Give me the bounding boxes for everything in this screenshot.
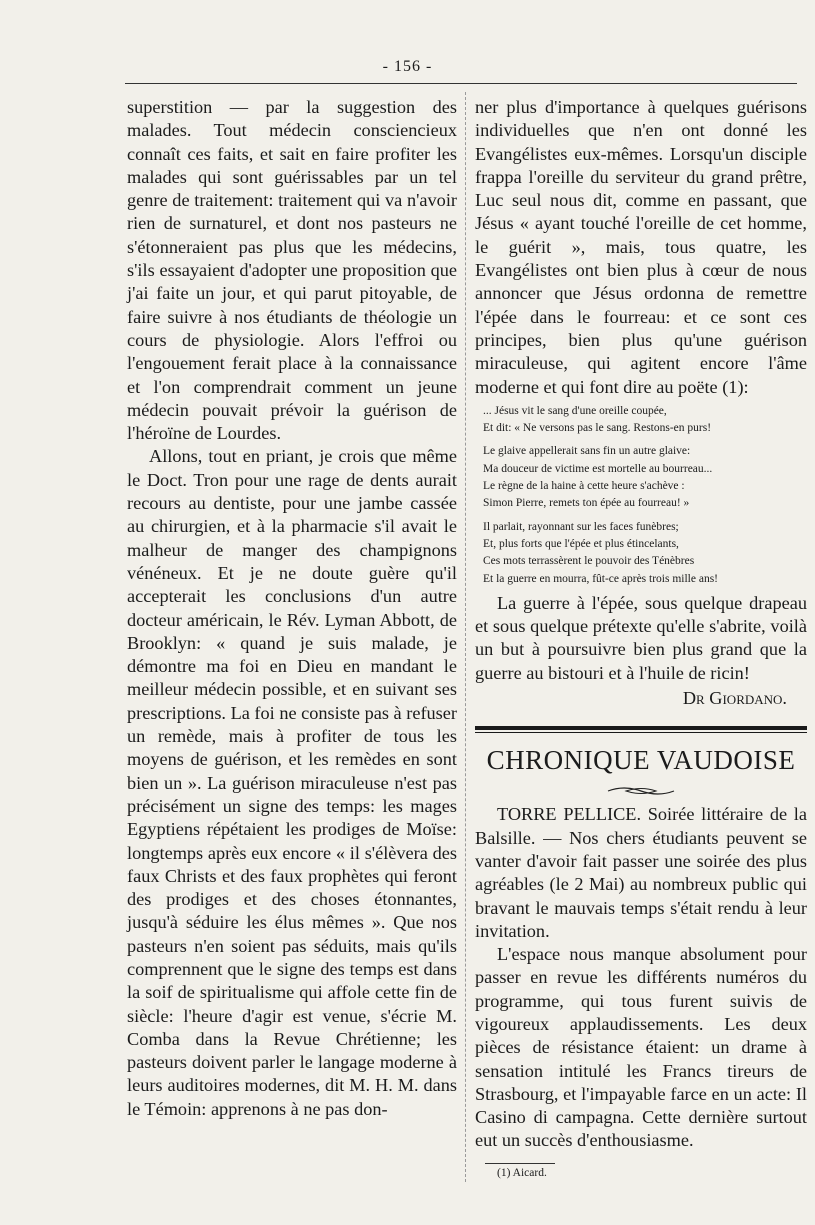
- poem-line: Et dit: « Ne versons pas le sang. Restons-en purs!: [483, 422, 712, 435]
- left-paragraph-1: superstition — par la suggestion des malades. Tout médecin consciencieux connaît ces faits, et sait en faire profiter les malades qui sont guérissables par un tel genre de traitement: traitement qui va n'avoir rien de surnaturel, et dont nos pasteurs ne s'étonneraient pas plus que les médecins, s'ils essayaient d'adopter une proposition que j'ai faite un jour, et qui parut pitoyable, de faire suivre à nos étudiants de théologie un cours de physiologie. Alors l'effroi ou l'engouement ferait place à la connaissance et l'on comprendrait comment un jeune médecin pouvait prévoir la guérison de l'héroïne de Lourdes.: [127, 97, 457, 444]
- right-paragraph-1: ner plus d'importance à quelques guérisons individuelles que n'en ont donné les Evangélistes eux-mêmes. Lorsqu'un disciple frappa l'oreille du serviteur du grand prêtre, Luc seul nous dit, comme en passant, que Jésus « ayant touché l'oreille de cet homme, le guérit », mais, tous quatre, les Evangélistes ont bien plus à cœur de nous annoncer que Jésus ordonna de remettre l'épée dans le fourreau: et ce sont ces principes, bien plus qu'une guérison miraculeuse, qui agitent encore l'âme moderne et qui font dire au poëte (1):: [475, 97, 807, 397]
- poem-line: Il parlait, rayonnant sur les faces funèbres;: [483, 520, 679, 533]
- section-title: CHRONIQUE VAUDOISE: [486, 745, 796, 776]
- left-column: [127, 96, 457, 1121]
- page-number: - 156 -: [382, 58, 433, 75]
- poem-line: Simon Pierre, remets ton épée au fourreau! »: [483, 497, 690, 510]
- left-paragraph-2: Allons, tout en priant, je crois que même le Doct. Tron pour une rage de dents aurait recours au dentiste, pour une jambe cassée au chirurgien, et à la pharmacie s'il avait le malheur de manger des champignons vénéneux. Et je ne doute guère qu'il accepterait les conclusions d'un autre docteur américain, le Rév. Lyman Abbott, de Brooklyn: « quand je suis malade, je démontre ma foi en Dieu en mandant le meilleur médecin possible, et en suivant ses prescriptions. La foi ne consiste pas à refuser un remède, mais à profiter de tous les moyens de guérison, et les remèdes en sont bien un ». La guérison miraculeuse n'est pas précisément un signe des temps: les mages Egyptiens répétaient les prodiges de Moïse: longtemps après eux encore « il s'élèvera des faux Christs et des faux prophètes qui feront des prodiges et des choses étonnantes, jusqu'à séduire les élus mêmes ». Que nos pasteurs n'en soient pas séduits, mais qu'ils comprennent que le signe des temps est dans la soif de spiritualisme qui affole cette fin de siècle: l'heure d'agir est venue, s'écrie M. Comba dans la Revue Chrétienne; les pasteurs doivent parler le langage moderne à leurs auditoires modernes, dit M. H. M. dans le Témoin: apprenons à ne pas don-: [127, 446, 457, 1119]
- author-signature: Dr Giordano.: [682, 688, 787, 709]
- ornament-divider-icon: [475, 781, 807, 803]
- right-column: [475, 96, 807, 1182]
- right-paragraph-3: TORRE PELLICE. Soirée littéraire de la Balsille. — Nos chers étudiants peuvent se vanter d'avoir fait passer une soirée des plus agréables (le 2 Mai) au nombreux public qui bravant le mauvais temps s'était rendu à leur invitation.: [475, 804, 807, 941]
- poem-line: Ces mots terrassèrent le pouvoir des Ténèbres: [483, 555, 695, 568]
- poem-line: Et, plus forts que l'épée et plus étincelants,: [483, 537, 679, 550]
- poem-line: Et la guerre en mourra, fût-ce après trois mille ans!: [483, 572, 719, 585]
- poem-stanza-1: [475, 403, 807, 438]
- poem-line: Le glaive appellerait sans fin un autre glaive:: [483, 445, 691, 458]
- column-divider: [465, 92, 466, 1182]
- section-rule-thick: [475, 726, 807, 730]
- poem-stanza-2: [475, 443, 807, 512]
- right-paragraph-2: La guerre à l'épée, sous quelque drapeau et sous quelque prétexte qu'elle s'abrite, voilà un but à poursuivre bien plus grand que la guerre au bistouri et à l'huile de ricin!: [475, 592, 807, 683]
- poem-line: Le règne de la haine à cette heure s'achève :: [483, 480, 685, 493]
- poem-line: ... Jésus vit le sang d'une oreille coupée,: [483, 404, 667, 417]
- header-rule: [125, 83, 797, 84]
- section-rule-thin: [475, 732, 807, 733]
- poem-stanza-3: [475, 519, 807, 588]
- footnote: (1) Aicard.: [497, 1166, 547, 1179]
- right-paragraph-4: L'espace nous manque absolument pour passer en revue les différents numéros du programme, qui tous furent suivis de vigoureux applaudissements. Les deux pièces de résistance étaient: un drame à sensation intitulé les Francs tireurs de Strasbourg, et l'impayable farce en un acte: Il Casino di campagna. Cette dernière surtout eut un succès d'enthousiasme.: [475, 944, 807, 1151]
- poem-line: Ma douceur de victime est mortelle au bourreau...: [483, 462, 713, 475]
